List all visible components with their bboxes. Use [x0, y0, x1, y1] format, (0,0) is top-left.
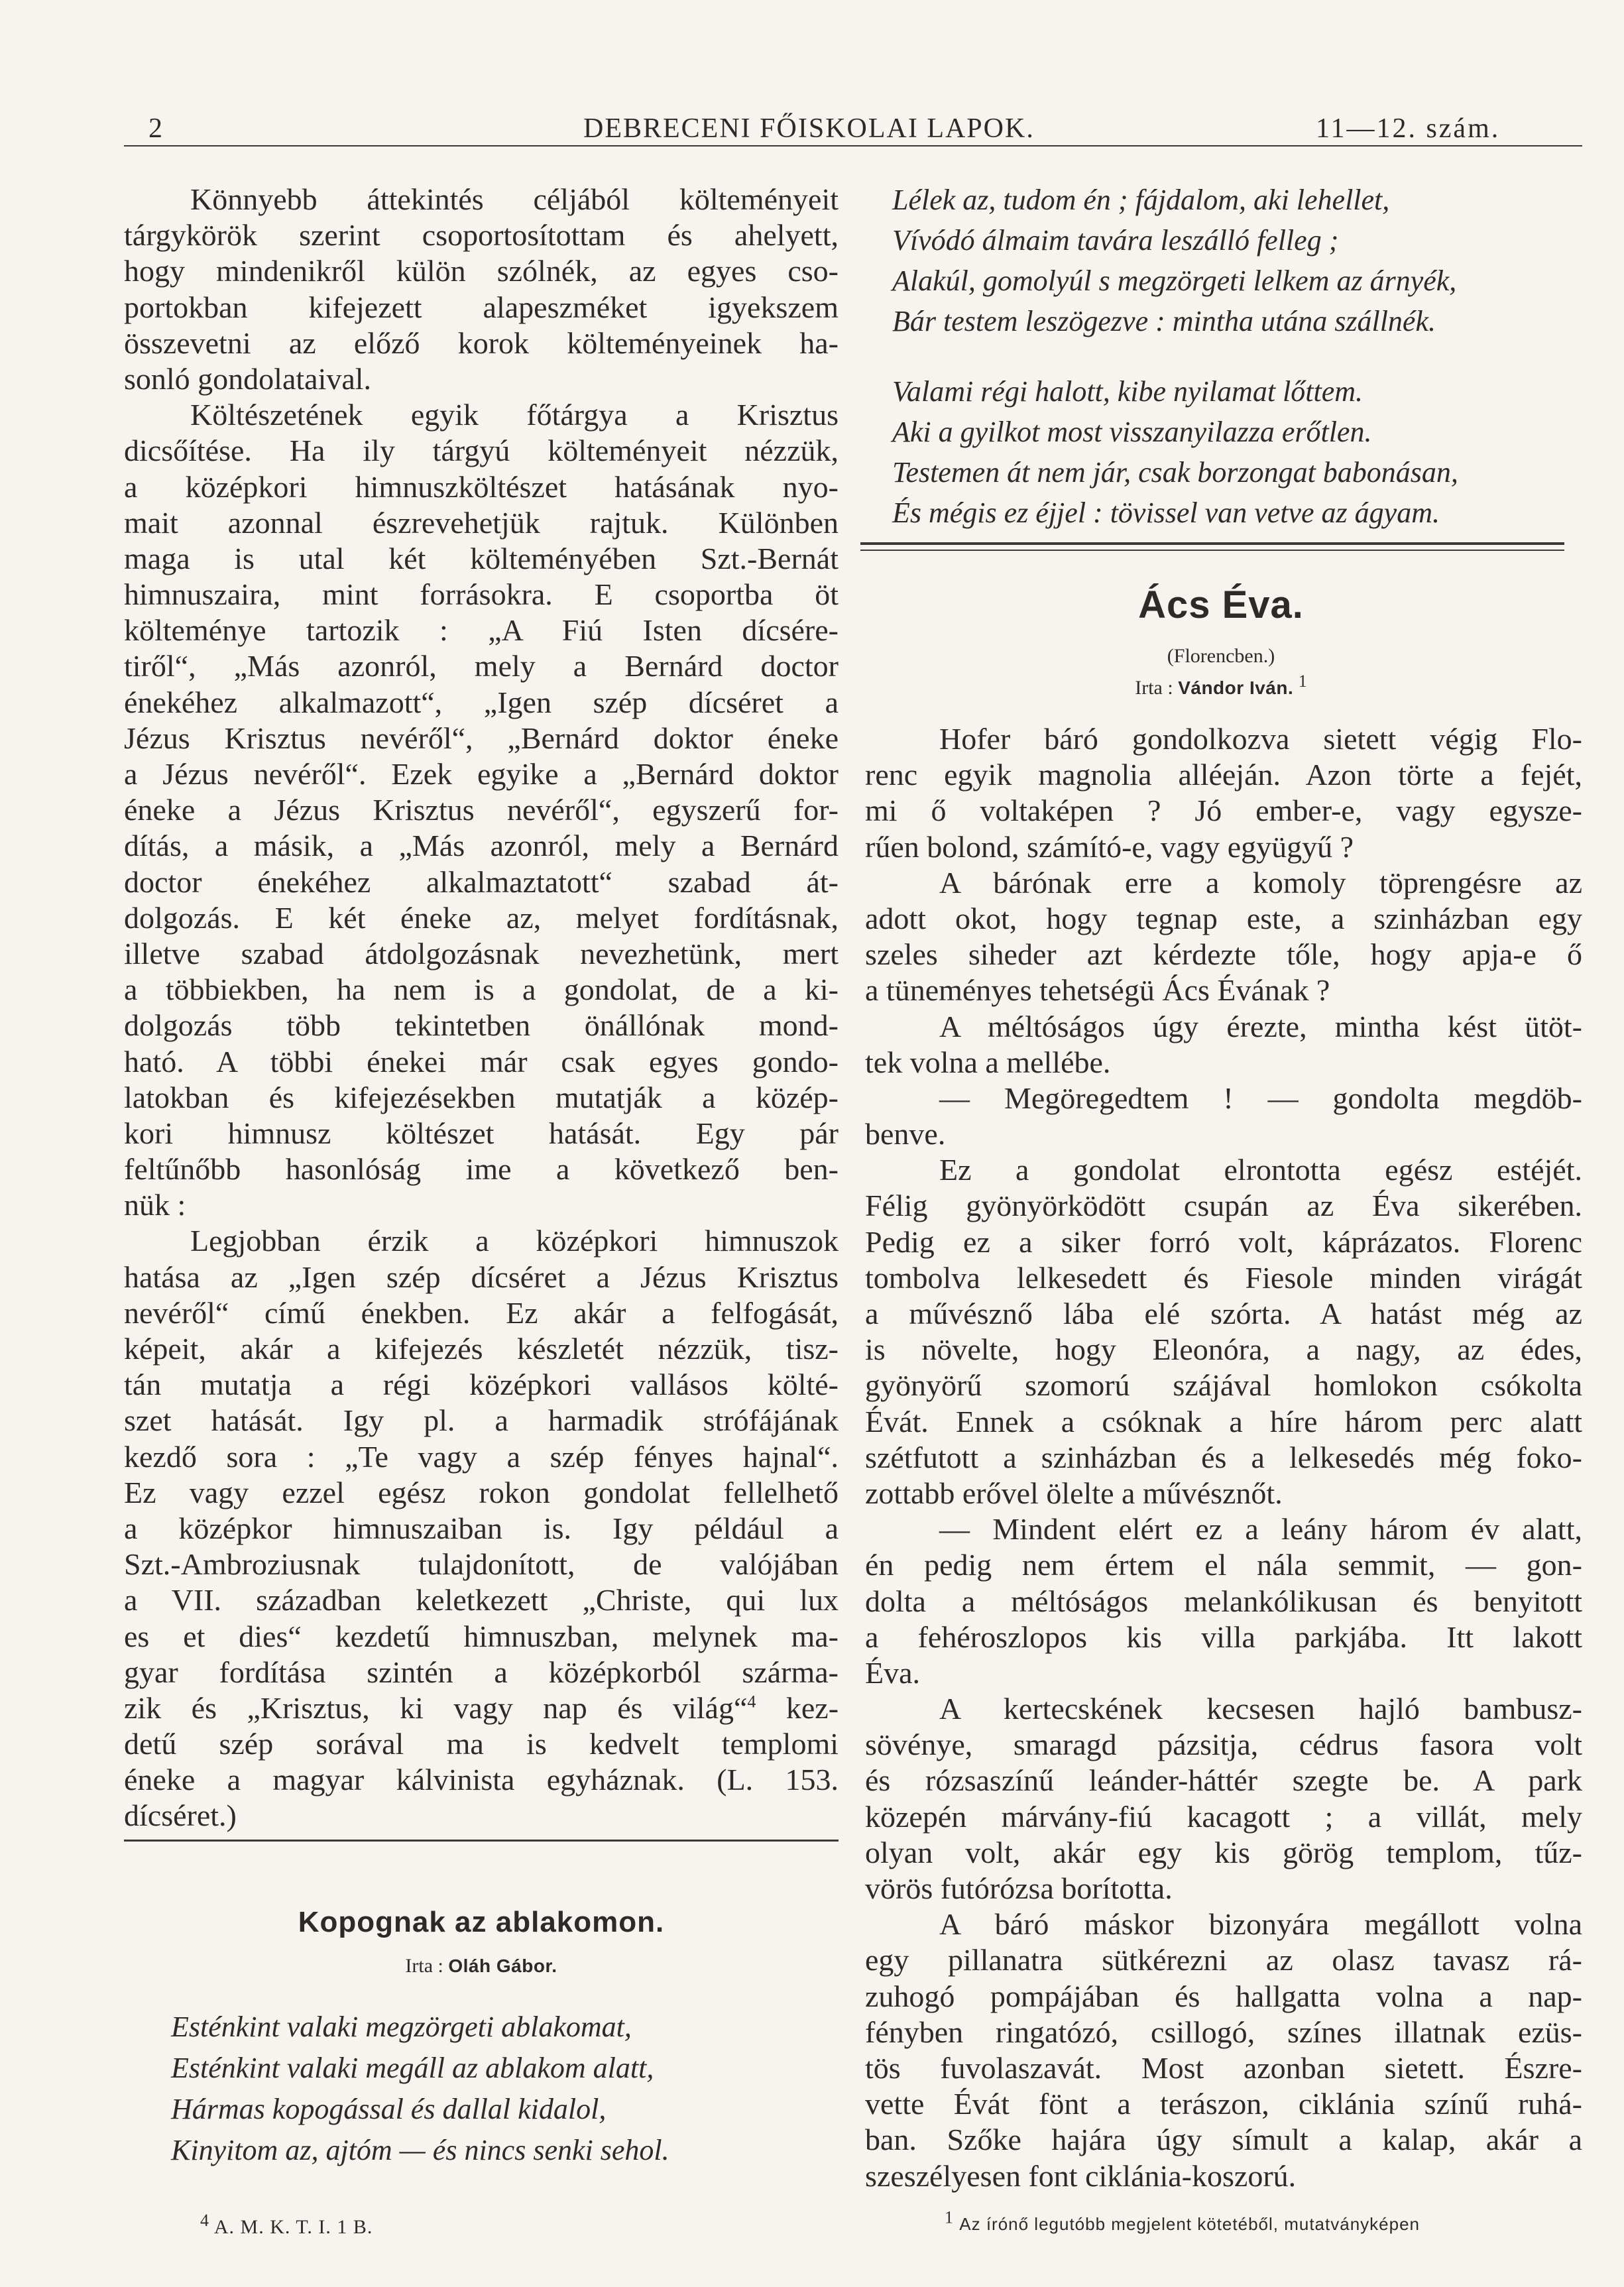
- footnote-mark: 4: [200, 2211, 209, 2230]
- story-column: [865, 721, 1582, 2194]
- poem-line: Alakúl, gomolyúl s megzörgeti lelkem az árnyék,: [892, 264, 1457, 297]
- story-line: tek volna a mellébe.: [865, 1045, 1111, 1079]
- story-subtitle: (Florencben.): [1167, 645, 1275, 667]
- essay-line: tárgykörök szerint csoportosítottam és ahelyett,: [124, 218, 839, 253]
- essay-line: tiről“, „Más azonról, mely a Bernárd doctor: [124, 649, 839, 683]
- story-line: és rózsaszínű leánder-háttér szegte be. A park: [865, 1763, 1582, 1798]
- essay-line: dicsőítése. Ha ily tárgyú költeményeit nézzük,: [124, 434, 839, 468]
- essay-line: maga is utal két költeményében Szt.-Bernát: [124, 541, 839, 575]
- byline-prefix: Irta :: [1135, 677, 1173, 699]
- story-paragraph: [865, 721, 1582, 865]
- story-line: vörös futórózsa borította.: [865, 1871, 1173, 1905]
- essay-line: költeménye tartozik : „A Fiú Isten dícsére-: [124, 613, 839, 648]
- story-line: Félig gyönyörködött csupán az Éva sikerében.: [865, 1189, 1582, 1223]
- story-paragraph: [865, 1511, 1582, 1691]
- story-line: is növelte, hogy Eleonóra, a nagy, az édes,: [865, 1332, 1582, 1367]
- essay-line: kezdő sora : „Te vagy a szép fényes hajnal“.: [124, 1439, 839, 1474]
- essay-line: dolgozás több tekintetben önállónak mond-: [124, 1008, 839, 1043]
- story-byline: [860, 672, 1582, 701]
- essay-line: sonló gondolataival.: [124, 361, 372, 396]
- story-line: zuhogó pompájában és hallgatta volna a nap-: [865, 1979, 1582, 2013]
- story-paragraph: [865, 1081, 1582, 1152]
- story-paragraph: [865, 1906, 1582, 2194]
- byline-prefix: Irta :: [405, 1955, 443, 1977]
- essay-line: dítás, a másik, a „Más azonról, mely a Bernárd: [124, 829, 839, 863]
- essay-line: nevéről“ című énekben. Ez akár a felfogását,: [124, 1295, 839, 1330]
- story-line: tös fuvolaszavát. Most azonban sietett. Észre-: [865, 2050, 1582, 2085]
- poem-line: Kinyitom az, ajtóm — és nincs senki sehol.: [171, 2134, 669, 2166]
- story-line: Pedig ez a siker forró volt, káprázatos. Florenc: [865, 1224, 1582, 1259]
- essay-line: Jézus Krisztus nevéről“, „Bernárd doktor éneke: [124, 721, 839, 755]
- essay-line: mait azonnal észrevehetjük rajtuk. Különben: [124, 505, 839, 540]
- story-paragraph: [865, 1691, 1582, 1906]
- essay-line: éneke a Jézus Krisztus nevéről“, egyszerű for-: [124, 793, 839, 827]
- essay-line: Könnyebb áttekintés céljából költeményeit: [190, 182, 839, 216]
- poem-byline: [124, 1953, 839, 1979]
- poem-line: Testemen át nem jár, csak borzongat babonásan,: [892, 456, 1458, 489]
- essay-line: a VII. században keletkezett „Christe, qui lux: [124, 1583, 839, 1617]
- poem-stanza: [892, 180, 1458, 341]
- poem-author: Oláh Gábor.: [448, 1956, 557, 1976]
- story-line: a fehéroszlopos kis villa parkjába. Itt lakott: [865, 1619, 1582, 1654]
- story-line: Évát. Ennek a csóknak a híre három perc alatt: [865, 1404, 1582, 1438]
- poem-line: Bár testem leszögezve : mintha utána szállnék.: [892, 305, 1436, 337]
- story-line: Éva.: [865, 1655, 921, 1690]
- essay-line: Legjobban érzik a középkori himnuszok: [190, 1224, 839, 1258]
- essay-line: összevetni az előző korok költeményeinek ha-: [124, 325, 839, 360]
- story-line: szeszélyesen font ciklánia-koszorú.: [865, 2158, 1297, 2193]
- essay-line: doctor énekéhez alkalmaztatott“ szabad át-: [124, 864, 839, 899]
- story-line: A méltóságos úgy érezte, mintha kést ütöt-: [939, 1009, 1582, 1043]
- essay-line: dolgozás. E két éneke az, melyet fordításnak,: [124, 900, 839, 935]
- footnote-text: A. M. K. T. I. 1 B.: [213, 2216, 373, 2238]
- story-line: közepén márvány-fiú kacagott ; a villát, mely: [865, 1799, 1582, 1834]
- story-paragraph: [865, 1009, 1582, 1081]
- footnote-text: Az írónő legutóbb megjelent kötetéből, mutatványképen: [959, 2214, 1420, 2234]
- essay-paragraph: [124, 1223, 839, 1834]
- double-rule-bottom: [860, 550, 1564, 551]
- essay-line: himnuszaira, mint forrásokra. E csoportba öt: [124, 577, 839, 612]
- essay-line: ható. A többi énekei már csak egyes gondo-: [124, 1044, 839, 1079]
- essay-line: a középkor himnuszaiban is. Igy például a: [124, 1511, 839, 1545]
- story-line: gyönyörű szomorú szájával homlokon csókolta: [865, 1368, 1582, 1403]
- story-author: Vándor Iván.: [1178, 677, 1294, 698]
- essay-line: feltűnőbb hasonlóság ime a következő ben-: [124, 1152, 839, 1187]
- essay-line: gyar fordítása szintén a középkorból szárma-: [124, 1655, 839, 1689]
- poem-line: Valami régi halott, kibe nyilamat lőttem.: [892, 375, 1363, 408]
- story-line: mi ő voltaképen ? Jó ember-e, vagy egysze-: [865, 793, 1582, 828]
- essay-line: Szt.-Ambroziusnak tulajdonított, de valójában: [124, 1547, 839, 1582]
- story-line: renc egyik magnolia alléeján. Azon törte a fejét,: [865, 758, 1582, 792]
- story-line: — Mindent elért ez a leány három év alatt,: [939, 1512, 1582, 1547]
- essay-line-text: kez-: [785, 1690, 839, 1725]
- essay-column: [124, 182, 839, 1834]
- essay-line: Költészetének egyik főtárgya a Krisztus: [190, 398, 839, 432]
- story-line: — Megöregedtem ! — gondolta megdöb-: [939, 1081, 1582, 1115]
- story-line: fényben ringatózó, csillogó, színes illatnak ezüs-: [865, 2015, 1582, 2049]
- poem-line: Lélek az, tudom én ; fájdalom, aki lehellet,: [892, 184, 1390, 216]
- essay-line: Ez vagy ezzel egész rokon gondolat fellelhető: [124, 1475, 839, 1509]
- story-line: szeles siheder azt kérdezte tőle, hogy apja-e ő: [865, 937, 1582, 972]
- story-line: olyan volt, akár egy kis görög templom, tűz-: [865, 1835, 1582, 1869]
- story-line: A bárónak erre a komoly töprengésre az: [939, 865, 1582, 900]
- poem-line: Esténkint valaki megzörgeti ablakomat,: [171, 2011, 632, 2043]
- story-line: vette Évát fönt a terászon, ciklánia színű ruhá-: [865, 2087, 1582, 2121]
- story-line: adott okot, hogy tegnap este, a szinházban egy: [865, 901, 1582, 935]
- story-line: tombolva lelkesedett és Fiesole minden virágát: [865, 1260, 1582, 1295]
- footnote-ref: 1: [1298, 672, 1307, 691]
- footnote: [945, 2207, 1420, 2237]
- poem-line: Hármas kopogással és dallal kidalol,: [171, 2093, 607, 2125]
- footnote-mark: 1: [945, 2207, 954, 2227]
- essay-line: énekéhez alkalmazott“, „Igen szép dícséret a: [124, 685, 839, 719]
- essay-line: latokban és kifejezésekben mutatják a közép-: [124, 1080, 839, 1114]
- essay-line: [124, 1690, 839, 1726]
- footnote: [200, 2211, 373, 2241]
- story-line: én pedig nem értem el nála semmit, — gon-: [865, 1548, 1582, 1582]
- essay-line: a többiekben, ha nem is a gondolat, de a ki-: [124, 972, 839, 1007]
- story-line: ban. Szőke hajára úgy símult a kalap, akár a: [865, 2123, 1582, 2157]
- story-line: A kertecskének kecsesen hajló bambusz-: [939, 1692, 1582, 1726]
- essay-line: a Jézus nevéről“. Ezek egyike a „Bernárd doktor: [124, 757, 839, 791]
- essay-line: portokban kifejezett alapeszméket igyekszem: [124, 290, 839, 324]
- essay-line: éneke a magyar kálvinista egyháznak. (L. 153.: [124, 1763, 839, 1797]
- essay-line: tán mutatja a régi középkori vallásos költé-: [124, 1368, 839, 1402]
- poem-stanza: [171, 2007, 669, 2171]
- poem-line: Aki a gyilkot most visszanyilazza erőtlen.: [892, 416, 1372, 448]
- issue-number: 11—12. szám.: [1316, 113, 1501, 144]
- header-rule: [124, 145, 1582, 147]
- story-line: szétfutott a szinházban és a lelkesedés még foko-: [865, 1440, 1582, 1474]
- essay-line: dícséret.): [124, 1798, 237, 1833]
- story-line: Ez a gondolat elrontotta egész estéjét.: [939, 1153, 1582, 1187]
- story-line: zottabb erővel ölelte a művésznőt.: [865, 1476, 1283, 1510]
- poem-line: És mégis ez éjjel : tövissel van vetve az ágyam.: [892, 497, 1440, 529]
- essay-line: kori himnusz költészet hatását. Egy pár: [124, 1116, 839, 1150]
- story-line: dolta a méltóságos melankólikusan és benyitott: [865, 1584, 1582, 1618]
- essay-line: detű szép sorával ma is kedvelt templomi: [124, 1727, 839, 1761]
- poem-line: Vívódó álmaim tavára leszálló felleg ;: [892, 224, 1339, 257]
- essay-line: hatása az „Igen szép dícséret a Jézus Krisztus: [124, 1260, 839, 1294]
- section-rule: [124, 1840, 839, 1842]
- essay-line: es et dies“ kezdetű himnuszban, melynek ma-: [124, 1619, 839, 1653]
- poem-line: Esténkint valaki megáll az ablakom alatt,: [171, 2052, 654, 2084]
- footnote-ref: 4: [747, 1692, 756, 1712]
- essay-line-text: zik és „Krisztus, ki vagy nap és világ“: [124, 1690, 748, 1725]
- story-paragraph: [865, 865, 1582, 1009]
- story-line: rűen bolond, számító-e, vagy együgyű ?: [865, 829, 1354, 864]
- story-line: sövénye, smaragd pázsitja, cédrus fasora volt: [865, 1728, 1582, 1762]
- story-line: A báró máskor bizonyára megállott volna: [939, 1907, 1582, 1942]
- essay-line: hogy mindenikről külön szólnék, az egyes cso-: [124, 254, 839, 288]
- poem-stanza: [892, 371, 1458, 533]
- essay-paragraph: [124, 397, 839, 1223]
- poem-title: Kopognak az ablakomon.: [298, 1906, 665, 1938]
- story-line: a művésznő lába elé szórta. A hatást még az: [865, 1297, 1582, 1330]
- story-line: benve.: [865, 1117, 946, 1151]
- double-rule-top: [860, 542, 1564, 545]
- story-line: a tüneményes tehetségü Ács Évának ?: [865, 973, 1330, 1008]
- essay-line: szet hatását. Igy pl. a harmadik strófájának: [124, 1403, 839, 1438]
- essay-line: képeit, akár a kifejezés készletét nézzük, tisz-: [124, 1332, 839, 1366]
- essay-line: illetve szabad átdolgozásnak nevezhetünk, mert: [124, 936, 839, 970]
- story-paragraph: [865, 1152, 1582, 1511]
- story-line: egy pillanatra sütkérezni az olasz tavasz rá-: [865, 1943, 1582, 1977]
- poem-continuation: [892, 180, 1458, 533]
- essay-paragraph: [124, 182, 839, 397]
- essay-line: a középkori himnuszköltészet hatásának nyo-: [124, 469, 839, 504]
- page-number: 2: [148, 113, 162, 144]
- essay-line: nük :: [124, 1188, 186, 1222]
- story-title: Ács Éva.: [1138, 583, 1304, 626]
- story-line: Hofer báró gondolkozva sietett végig Flo-: [939, 722, 1582, 756]
- journal-title: DEBRECENI FŐISKOLAI LAPOK.: [583, 113, 1035, 144]
